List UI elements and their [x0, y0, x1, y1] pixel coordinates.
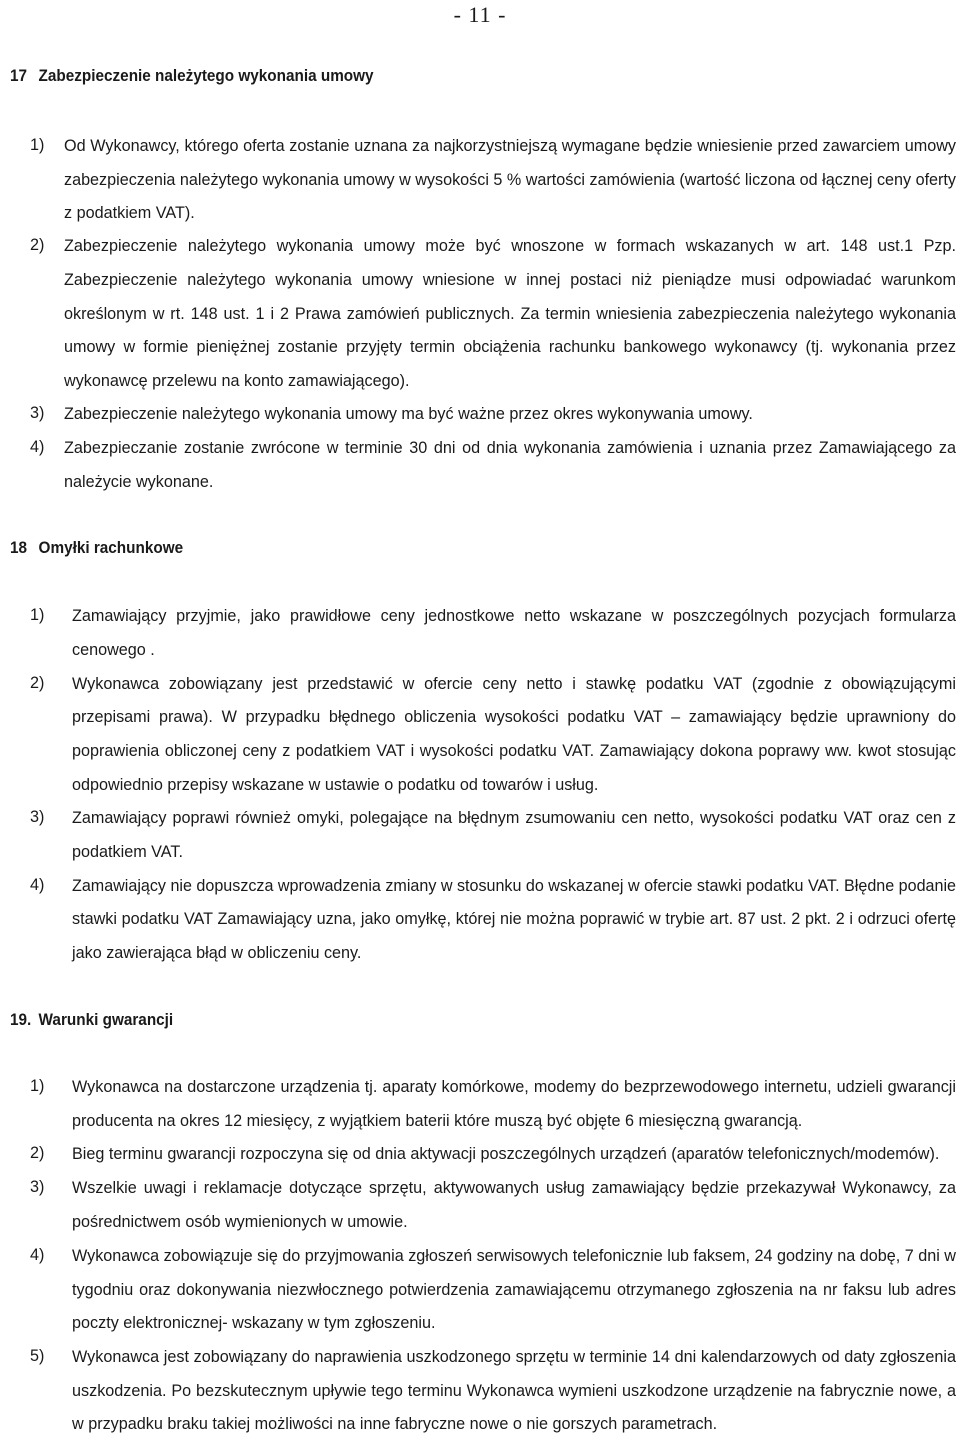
text-line: Zamawiający nie dopuszcza wprowadzenia zmiany w stosunku do wskazanej w ofercie stawki podatku VAT. Błędne podanie: [72, 877, 956, 895]
text-line: stawki podatku VAT Zamawiający uzna, jako omyłkę, której nie można poprawić w trybie art. 87 ust. 2 pkt. 2 i odrzuci ofertę: [72, 910, 956, 928]
text-line: przepisami prawa). W przypadku błędnego obliczenia wysokości podatku VAT – zamawiający będzie uprawniony do: [72, 708, 956, 726]
item-number: 3): [30, 1178, 45, 1196]
text-line: w przypadku braku takiej możliwości na inne fabryczne nowe o nie gorszych parametrach.: [72, 1415, 718, 1433]
text-line: należycie wykonane.: [64, 473, 214, 491]
text-line: odpowiednio przepisy wskazane w ustawie o podatku od towarów i usług.: [72, 776, 599, 794]
text-line: z podatkiem VAT).: [64, 204, 195, 222]
text-line: Wykonawca zobowiązuje się do przyjmowania zgłoszeń serwisowych telefonicznie lub faksem, 24 godziny na dobę, 7 dni w: [72, 1247, 956, 1265]
text-line: tygodniu oraz dokonywania niezwłocznego potwierdzenia zamawiającemu otrzymanego zgłoszenia na nr faksu lub adres: [72, 1281, 956, 1299]
text-line: określonym w rt. 148 ust. 1 i 2 Prawa zamówień publicznych. Za termin wniesienia zabezpieczenia należytego wykonania: [64, 305, 956, 323]
text-line: zabezpieczenia należytego wykonania umowy w wysokości 5 % wartości zamówienia (wartość liczona od łącznej ceny oferty: [64, 171, 956, 189]
text-line: Zabezpieczenie należytego wykonania umowy ma być ważne przez okres wykonywania umowy.: [64, 405, 753, 423]
text-line: jako zawierająca błąd w obliczeniu ceny.: [72, 944, 362, 962]
section-title: Omyłki rachunkowe: [38, 538, 184, 557]
text-line: producenta na okres 12 miesięcy, z wyjątkiem baterii które muszą być objęte 6 miesięczną gwarancją.: [72, 1112, 803, 1130]
section-heading: [10, 66, 374, 86]
section-heading: [10, 538, 183, 558]
section-number: 19.: [10, 1010, 32, 1029]
text-line: Zabezpieczanie zostanie zwrócone w terminie 30 dni od dnia wykonania zamówienia i uznania przez Zamawiającego za: [64, 439, 956, 457]
section-title: Warunki gwarancji: [38, 1010, 174, 1029]
text-line: Zamawiający przyjmie, jako prawidłowe ceny jednostkowe netto wskazane w poszczególnych pozycjach formularza: [72, 607, 956, 625]
text-line: cenowego .: [72, 641, 155, 659]
item-number: 4): [30, 1246, 45, 1264]
text-line: podatkiem VAT.: [72, 843, 183, 861]
item-number: 4): [30, 438, 45, 456]
text-line: Wszelkie uwagi i reklamacje dotyczące sprzętu, aktywowanych usług zamawiający będzie przekazywał Wykonawcy, za: [72, 1179, 956, 1197]
text-line: poczty elektronicznej- wskazany w tym zgłoszeniu.: [72, 1314, 436, 1332]
text-line: Zabezpieczenie należytego wykonania umowy wniesione w innej postaci niż pieniądze musi odpowiadać warunkom: [64, 271, 956, 289]
item-number: 2): [30, 1144, 45, 1162]
item-number: 3): [30, 404, 45, 422]
text-line: umowy w formie pieniężnej zostanie przyjęty termin obciążenia rachunku bankowego wykonawcy (tj. wykonania przez: [64, 338, 956, 356]
item-number: 3): [30, 808, 45, 826]
text-line: Wykonawca jest zobowiązany do naprawienia uszkodzonego sprzętu w terminie 14 dni kalendarzowych od daty zgłoszenia: [72, 1348, 956, 1366]
item-number: 4): [30, 876, 45, 894]
text-line: poprawienia obliczonej ceny z podatkiem VAT i wysokości podatku VAT. Zamawiający dokona poprawy ww. kwot stosując: [72, 742, 956, 760]
item-number: 2): [30, 674, 45, 692]
item-number: 2): [30, 236, 45, 254]
section-heading: [10, 1010, 173, 1030]
page-number: - 11 -: [453, 2, 507, 27]
section-number: 18: [10, 538, 28, 557]
text-line: Wykonawca zobowiązany jest przedstawić w ofercie ceny netto i stawkę podatku VAT (zgodnie z obowiązującymi: [72, 675, 956, 693]
section-number: 17: [10, 66, 28, 85]
item-number: 1): [30, 136, 45, 154]
text-line: uszkodzenia. Po bezskutecznym upływie tego terminu Wykonawca wymieni uszkodzone urządzenie na fabrycznie nowe, a: [72, 1382, 956, 1400]
text-line: Zabezpieczenie należytego wykonania umowy może być wnoszone w formach wskazanych w art. 148 ust.1 Pzp.: [64, 237, 956, 255]
item-number: 1): [30, 606, 45, 624]
text-line: pośrednictwem osób wymienionych w umowie.: [72, 1213, 408, 1231]
text-line: wykonawcę przelewu na konto zamawiającego).: [64, 372, 410, 390]
text-line: Od Wykonawcy, którego oferta zostanie uznana za najkorzystniejszą wymagane będzie wniesienie przed zawarciem umowy: [64, 137, 956, 155]
text-line: Bieg terminu gwarancji rozpoczyna się od dnia aktywacji poszczególnych urządzeń (aparatów telefonicznych/modemów).: [72, 1145, 940, 1163]
item-number: 1): [30, 1077, 45, 1095]
text-line: Zamawiający poprawi również omyki, polegające na błędnym zsumowaniu cen netto, wysokości podatku VAT oraz cen z: [72, 809, 956, 827]
item-number: 5): [30, 1347, 45, 1365]
text-line: Wykonawca na dostarczone urządzenia tj. aparaty komórkowe, modemy do bezprzewodowego internetu, udzieli gwarancji: [72, 1078, 956, 1096]
section-title: Zabezpieczenie należytego wykonania umowy: [38, 66, 374, 85]
